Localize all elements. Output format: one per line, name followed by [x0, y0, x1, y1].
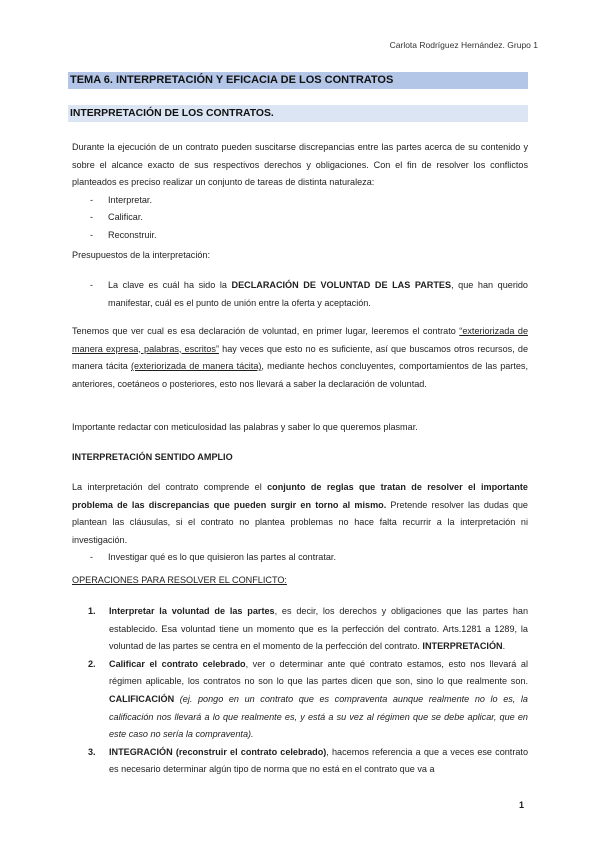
list-item: 3. INTEGRACIÓN (reconstruir el contrato celebrado), hacemos referencia a que a veces ese contrato es necesario determinar algún tipo de norma que no está en el contrato que va a [88, 746, 529, 775]
presupuesto-list [72, 277, 528, 312]
operaciones-block [72, 603, 528, 779]
page-header-author: Carlota Rodríguez Hernández. Grupo 1 [389, 40, 538, 50]
declaracion-paragraph: Tenemos que ver cual es esa declaración de voluntad, en primer lugar, leeremos el contrato “exteriorizada de manera expresa, palabras, escritos” hay veces que esto no es suficiente, así que buscamos otros recursos, de manera tácita (exteriorizada de manera tácita), mediante hechos concluyentes, comportamientos de las partes, anteriores, coetáneos o posteriores, esto nos llevará a saber la declaración de voluntad. [72, 326, 529, 389]
tasks-list [72, 192, 528, 245]
operaciones-heading: OPERACIONES PARA RESOLVER EL CONFLICTO: [72, 575, 287, 585]
chapter-title: TEMA 6. INTERPRETACIÓN Y EFICACIA DE LOS CONTRATOS [68, 72, 528, 89]
importante-paragraph: Importante redactar con meticulosidad las palabras y saber lo que queremos plasmar. [72, 422, 418, 432]
section-title: INTERPRETACIÓN DE LOS CONTRATOS. [68, 105, 528, 122]
sentido-amplio-block [72, 479, 528, 567]
sentido-amplio-heading: INTERPRETACIÓN SENTIDO AMPLIO [72, 452, 233, 462]
presupuesto-block [72, 277, 528, 312]
list-item: - Investigar qué es lo que quisieron las partes al contratar. [72, 549, 528, 567]
intro-block [72, 139, 528, 245]
list-item: - Reconstruir. [72, 227, 528, 245]
operaciones-list [72, 603, 528, 779]
sentido-amplio-list [72, 549, 528, 567]
list-item: 1. Interpretar la voluntad de las partes, es decir, los derechos y obligaciones que las partes han establecido. Esa voluntad tiene un momento que es la perfección del contrato. Arts.1281 a 1289, la voluntad de las partes se centra en el momento de la perfección del contrato. INTERPRETACIÓN. [88, 606, 529, 652]
list-item: - Interpretar. [72, 192, 528, 210]
list-item: - La clave es cuál ha sido la DECLARACIÓN DE VOLUNTAD DE LAS PARTES, que han querido manifestar, cuál es el punto de unión entre la oferta y aceptación. [72, 277, 528, 312]
presupuestos-label: Presupuestos de la interpretación: [72, 250, 211, 260]
sentido-amplio-paragraph: La interpretación del contrato comprende el conjunto de reglas que tratan de resolver el importante problema de las discrepancias que pueden surgir en torno al mismo. Pretende resolver las dudas que plantean las cláusulas, si el contrato no plantea problemas no hace falta recurrir a la interpretación ni investigación. [72, 482, 528, 545]
list-item: 2. Calificar el contrato celebrado, ver o determinar ante qué contrato estamos, esto nos llevará al régimen aplicable, los contratos no son lo que las partes dicen que son, sino lo que realmente son. CALIFICACIÓN (ej. pongo en un contrato que es compraventa aunque realmente no lo es, la calificación nos llevará a lo que realmente es, y está a su vez al régimen que se debe aplicar, que en este caso no sería la compraventa). [88, 658, 528, 740]
list-item: - Calificar. [72, 209, 528, 227]
page-number: 1 [518, 800, 524, 810]
intro-paragraph: Durante la ejecución de un contrato pueden suscitarse discrepancias entre las partes acerca de su contenido y sobre el alcance exacto de sus respectivos derechos y obligaciones. Con el fin de resolver los conflictos planteados es preciso realizar un conjunto de tareas de distinta naturaleza: [72, 142, 528, 188]
